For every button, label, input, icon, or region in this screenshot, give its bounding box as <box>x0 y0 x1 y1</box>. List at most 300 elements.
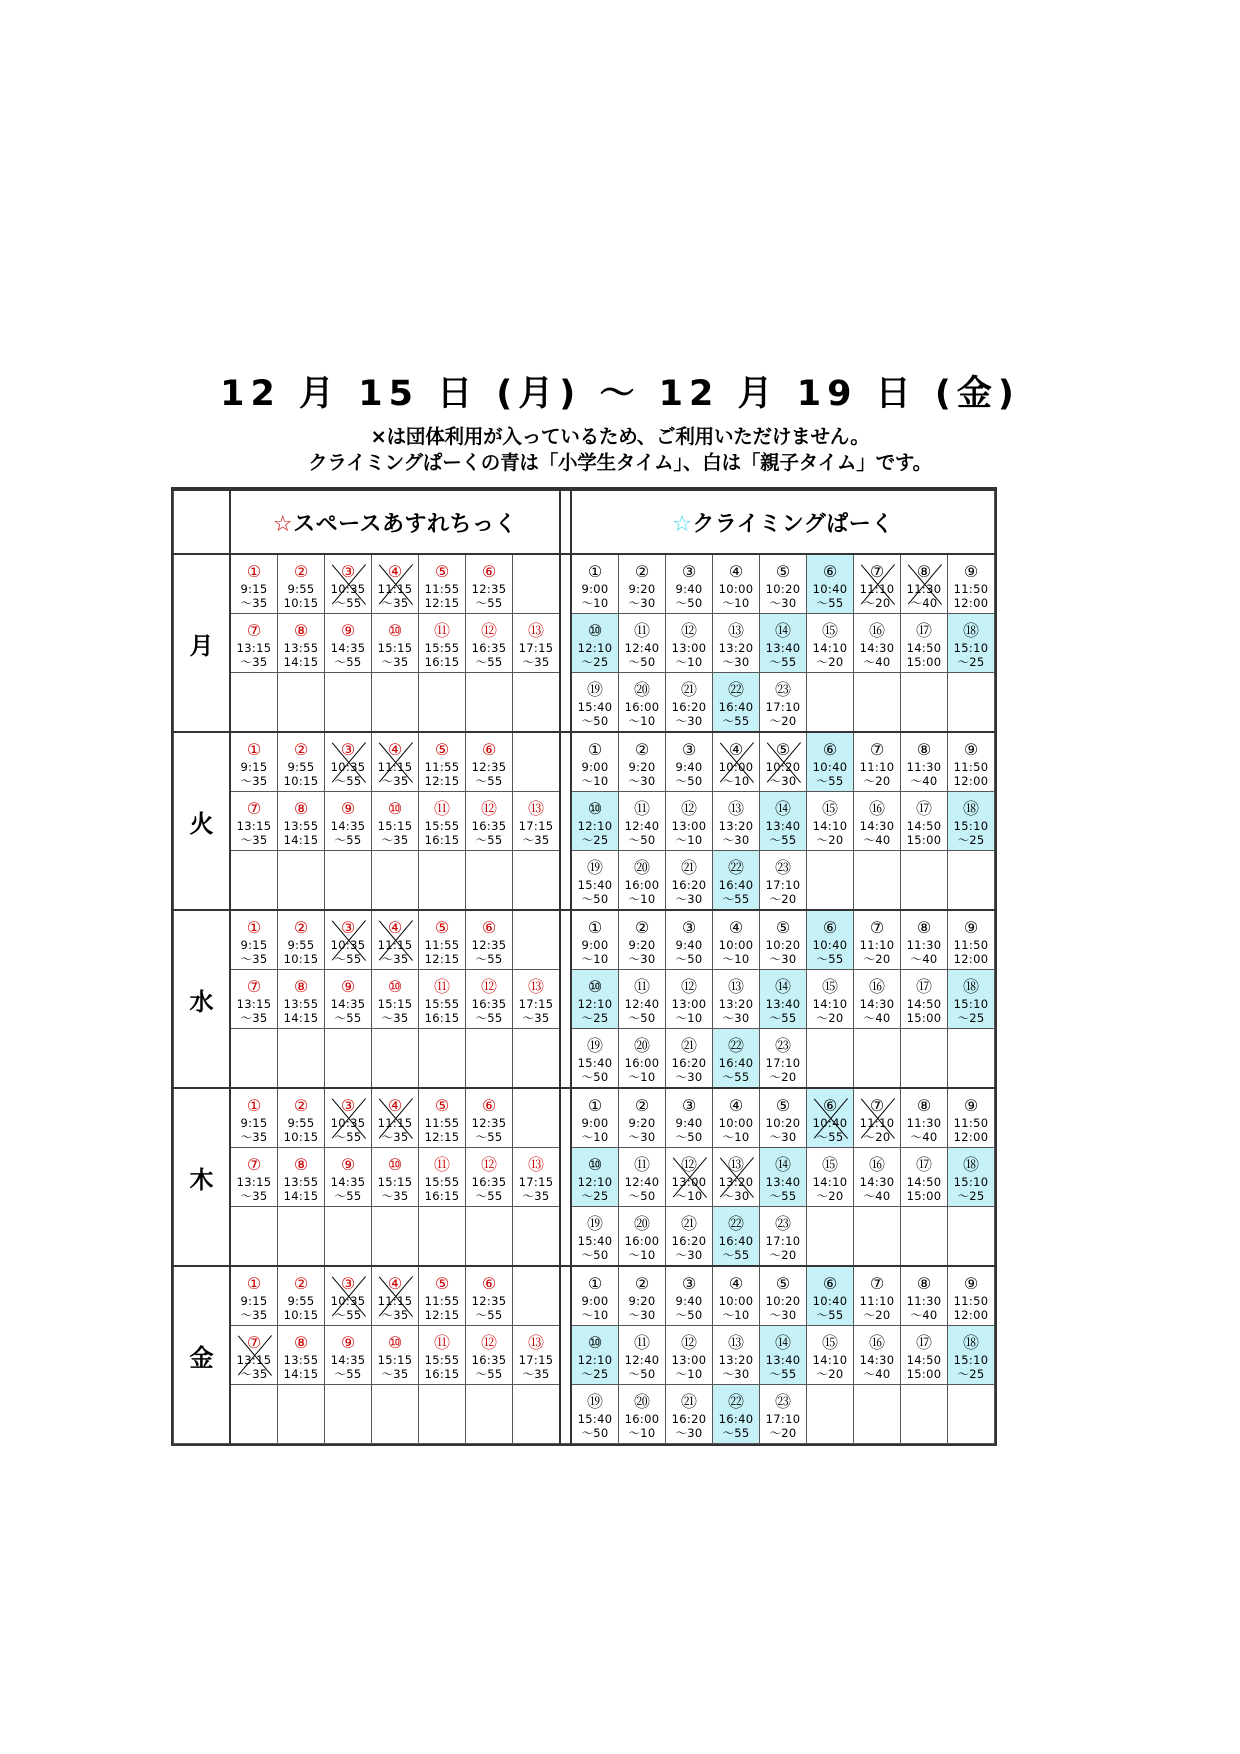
empty-slot-cell <box>513 732 561 792</box>
climbing-slot-水-⑫[interactable] <box>666 970 713 1029</box>
slot-number: ⑰ <box>915 1332 932 1352</box>
climbing-slot-月-⑬[interactable] <box>713 614 760 673</box>
slot-number: ⑥ <box>481 1095 497 1115</box>
slot-start-time: 11:30 <box>906 937 942 952</box>
athletic-slot-水-⑫[interactable] <box>466 970 513 1029</box>
slot-start-time: 9:20 <box>628 937 656 952</box>
slot-number: ⑨ <box>963 1273 979 1293</box>
climbing-slot-水-㉓[interactable] <box>760 1029 807 1089</box>
athletic-slot-月-③[interactable] <box>325 554 372 614</box>
slot-number: ⑭ <box>774 1154 791 1174</box>
climbing-slot-火-⑫[interactable] <box>666 792 713 851</box>
athletic-slot-月-①[interactable] <box>230 554 278 614</box>
climbing-slot-木-⑤[interactable] <box>760 1088 807 1148</box>
athletic-slot-金-④[interactable] <box>372 1266 419 1326</box>
climbing-slot-金-⑳[interactable] <box>619 1385 666 1444</box>
climbing-slot-水-⑯[interactable] <box>854 970 901 1029</box>
slot-start-time: 13:20 <box>718 1352 754 1367</box>
athletic-slot-火-⑬[interactable] <box>513 792 561 851</box>
athletic-slot-金-⑫[interactable] <box>466 1326 513 1385</box>
athletic-slot-金-②[interactable] <box>278 1266 325 1326</box>
slot-end-time: 〜50 <box>581 1069 609 1084</box>
athletic-slot-火-①[interactable] <box>230 732 278 792</box>
athletic-slot-火-⑧[interactable] <box>278 792 325 851</box>
slot-number: ⑦ <box>246 620 262 640</box>
slot-start-time: 10:40 <box>812 759 848 774</box>
empty-slot-cell <box>372 1029 419 1089</box>
athletic-slot-火-⑥[interactable] <box>466 732 513 792</box>
climbing-slot-火-⑱[interactable] <box>948 792 995 851</box>
climbing-slot-月-④[interactable] <box>713 554 760 614</box>
slot-start-time: 11:15 <box>377 581 413 596</box>
climbing-slot-木-④[interactable] <box>713 1088 760 1148</box>
slot-end-time: 〜35 <box>240 773 268 788</box>
climbing-slot-木-⑦[interactable] <box>854 1088 901 1148</box>
climbing-slot-木-⑨[interactable] <box>948 1088 995 1148</box>
slot-start-time: 13:40 <box>765 996 801 1011</box>
slot-end-time: 〜30 <box>722 654 750 669</box>
climbing-slot-木-㉒[interactable] <box>713 1207 760 1267</box>
climbing-slot-水-②[interactable] <box>619 910 666 970</box>
empty-slot-cell <box>901 851 948 911</box>
athletic-slot-金-⑪[interactable] <box>419 1326 466 1385</box>
athletic-slot-木-⑬[interactable] <box>513 1148 561 1207</box>
climbing-slot-月-⑥[interactable] <box>807 554 854 614</box>
climbing-slot-木-⑪[interactable] <box>619 1148 666 1207</box>
climbing-slot-火-㉑[interactable] <box>666 851 713 911</box>
climbing-slot-金-⑥[interactable] <box>807 1266 854 1326</box>
athletic-slot-月-④[interactable] <box>372 554 419 614</box>
athletic-slot-水-②[interactable] <box>278 910 325 970</box>
slot-start-time: 11:55 <box>424 1293 460 1308</box>
climbing-slot-金-②[interactable] <box>619 1266 666 1326</box>
slot-start-time: 12:40 <box>624 1174 660 1189</box>
climbing-slot-火-⑭[interactable] <box>760 792 807 851</box>
climbing-slot-木-⑫[interactable] <box>666 1148 713 1207</box>
slot-number: ⑳ <box>633 857 650 877</box>
slot-start-time: 12:35 <box>471 1293 507 1308</box>
slot-end-time: 〜55 <box>816 1307 844 1322</box>
slot-end-time: 〜55 <box>334 595 362 610</box>
athletic-slot-火-⑪[interactable] <box>419 792 466 851</box>
slot-number: ⑫ <box>680 1332 697 1352</box>
climbing-slot-木-⑧[interactable] <box>901 1088 948 1148</box>
slot-end-time: 〜55 <box>334 832 362 847</box>
slot-end-time: 〜55 <box>722 1425 750 1440</box>
climbing-slot-月-②[interactable] <box>619 554 666 614</box>
climbing-slot-月-㉓[interactable] <box>760 673 807 733</box>
slot-number: ⑪ <box>433 798 450 818</box>
climbing-slot-火-⑲[interactable] <box>571 851 619 911</box>
athletic-slot-金-⑤[interactable] <box>419 1266 466 1326</box>
climbing-slot-月-⑯[interactable] <box>854 614 901 673</box>
climbing-slot-金-㉑[interactable] <box>666 1385 713 1444</box>
slot-end-time: 〜10 <box>675 1188 703 1203</box>
climbing-slot-火-③[interactable] <box>666 732 713 792</box>
climbing-slot-木-⑱[interactable] <box>948 1148 995 1207</box>
athletic-slot-木-⑧[interactable] <box>278 1148 325 1207</box>
climbing-slot-水-⑤[interactable] <box>760 910 807 970</box>
climbing-slot-水-⑰[interactable] <box>901 970 948 1029</box>
slot-number: ⑮ <box>821 620 838 640</box>
climbing-slot-火-⑧[interactable] <box>901 732 948 792</box>
athletic-slot-水-④[interactable] <box>372 910 419 970</box>
climbing-slot-火-⑬[interactable] <box>713 792 760 851</box>
athletic-slot-火-⑫[interactable] <box>466 792 513 851</box>
climbing-slot-金-⑱[interactable] <box>948 1326 995 1385</box>
climbing-slot-水-⑩[interactable] <box>571 970 619 1029</box>
slot-end-time: 〜35 <box>381 1307 409 1322</box>
slot-end-time: 〜35 <box>522 654 550 669</box>
climbing-slot-金-⑧[interactable] <box>901 1266 948 1326</box>
athletic-slot-火-④[interactable] <box>372 732 419 792</box>
athletic-slot-木-⑩[interactable] <box>372 1148 419 1207</box>
climbing-slot-火-⑪[interactable] <box>619 792 666 851</box>
climbing-slot-金-⑬[interactable] <box>713 1326 760 1385</box>
slot-start-time: 15:10 <box>953 1174 989 1189</box>
slot-start-time: 12:40 <box>624 640 660 655</box>
slot-start-time: 11:30 <box>906 1115 942 1130</box>
slot-end-time: 12:15 <box>424 951 460 966</box>
slot-start-time: 15:55 <box>424 640 460 655</box>
climbing-slot-月-⑨[interactable] <box>948 554 995 614</box>
slot-end-time: 〜10 <box>722 1307 750 1322</box>
athletic-slot-木-④[interactable] <box>372 1088 419 1148</box>
schedule-row-月-3 <box>174 673 995 733</box>
athletic-slot-火-③[interactable] <box>325 732 372 792</box>
slot-number: ⑩ <box>387 798 403 818</box>
climbing-slot-月-①[interactable] <box>571 554 619 614</box>
slot-end-time: 〜10 <box>581 773 609 788</box>
slot-number: ⑬ <box>727 1154 744 1174</box>
slot-start-time: 9:40 <box>675 759 703 774</box>
climbing-slot-火-⑥[interactable] <box>807 732 854 792</box>
slot-start-time: 15:10 <box>953 640 989 655</box>
climbing-slot-月-⑧[interactable] <box>901 554 948 614</box>
empty-slot-cell <box>278 1385 325 1444</box>
schedule-row-水-2 <box>174 970 995 1029</box>
slot-start-time: 15:10 <box>953 996 989 1011</box>
athletic-slot-金-①[interactable] <box>230 1266 278 1326</box>
slot-number: ⑬ <box>527 620 544 640</box>
athletic-slot-水-③[interactable] <box>325 910 372 970</box>
slot-start-time: 11:15 <box>377 1115 413 1130</box>
slot-start-time: 11:30 <box>906 1293 942 1308</box>
climbing-slot-水-㉒[interactable] <box>713 1029 760 1089</box>
climbing-slot-木-⑩[interactable] <box>571 1148 619 1207</box>
climbing-slot-水-⑮[interactable] <box>807 970 854 1029</box>
slot-number: ④ <box>728 917 744 937</box>
climbing-slot-火-①[interactable] <box>571 732 619 792</box>
slot-start-time: 14:30 <box>859 818 895 833</box>
schedule-row-水-1 <box>174 910 995 970</box>
climbing-slot-木-⑬[interactable] <box>713 1148 760 1207</box>
athletic-slot-月-⑬[interactable] <box>513 614 561 673</box>
slot-number: ⑤ <box>434 1273 450 1293</box>
slot-number: ⑤ <box>775 1273 791 1293</box>
slot-start-time: 13:15 <box>236 640 272 655</box>
climbing-slot-金-⑩[interactable] <box>571 1326 619 1385</box>
climbing-slot-火-㉒[interactable] <box>713 851 760 911</box>
climbing-slot-月-⑲[interactable] <box>571 673 619 733</box>
athletic-slot-月-⑩[interactable] <box>372 614 419 673</box>
empty-slot-cell <box>807 673 854 733</box>
climbing-slot-金-⑮[interactable] <box>807 1326 854 1385</box>
athletic-slot-月-⑧[interactable] <box>278 614 325 673</box>
slot-end-time: 〜30 <box>675 1247 703 1262</box>
athletic-slot-金-⑦[interactable] <box>230 1326 278 1385</box>
athletic-slot-火-⑦[interactable] <box>230 792 278 851</box>
slot-end-time: 〜35 <box>240 595 268 610</box>
climbing-slot-火-⑤[interactable] <box>760 732 807 792</box>
climbing-slot-月-⑰[interactable] <box>901 614 948 673</box>
athletic-slot-木-⑨[interactable] <box>325 1148 372 1207</box>
athletic-slot-火-⑩[interactable] <box>372 792 419 851</box>
climbing-slot-木-⑥[interactable] <box>807 1088 854 1148</box>
slot-start-time: 12:40 <box>624 1352 660 1367</box>
slot-end-time: 15:00 <box>906 654 942 669</box>
slot-end-time: 〜40 <box>910 951 938 966</box>
athletic-slot-木-⑤[interactable] <box>419 1088 466 1148</box>
climbing-slot-水-③[interactable] <box>666 910 713 970</box>
athletic-slot-木-⑥[interactable] <box>466 1088 513 1148</box>
climbing-slot-水-④[interactable] <box>713 910 760 970</box>
header-climbing <box>571 490 995 554</box>
slot-end-time: 〜25 <box>581 1366 609 1381</box>
climbing-slot-月-⑫[interactable] <box>666 614 713 673</box>
climbing-slot-月-③[interactable] <box>666 554 713 614</box>
slot-start-time: 9:15 <box>240 759 268 774</box>
slot-start-time: 14:10 <box>812 1352 848 1367</box>
slot-number: ⑨ <box>340 798 356 818</box>
athletic-slot-月-⑫[interactable] <box>466 614 513 673</box>
athletic-slot-月-⑪[interactable] <box>419 614 466 673</box>
slot-start-time: 14:10 <box>812 996 848 1011</box>
slot-end-time: 16:15 <box>424 832 460 847</box>
slot-number: ⑤ <box>775 917 791 937</box>
schedule-table <box>173 489 995 1444</box>
climbing-slot-木-⑲[interactable] <box>571 1207 619 1267</box>
slot-end-time: 〜35 <box>381 1010 409 1025</box>
athletic-slot-金-③[interactable] <box>325 1266 372 1326</box>
slot-number: ⑨ <box>340 620 356 640</box>
climbing-slot-木-⑯[interactable] <box>854 1148 901 1207</box>
climbing-slot-水-⑧[interactable] <box>901 910 948 970</box>
slot-end-time: 〜10 <box>675 832 703 847</box>
slot-start-time: 15:55 <box>424 996 460 1011</box>
slot-number: ⑯ <box>868 1332 885 1352</box>
athletic-slot-水-⑬[interactable] <box>513 970 561 1029</box>
slot-number: ⑱ <box>962 1332 979 1352</box>
climbing-slot-金-㉓[interactable] <box>760 1385 807 1444</box>
climbing-slot-月-⑤[interactable] <box>760 554 807 614</box>
schedule-row-木-1 <box>174 1088 995 1148</box>
slot-start-time: 15:40 <box>577 1233 613 1248</box>
climbing-slot-金-⑤[interactable] <box>760 1266 807 1326</box>
climbing-slot-火-⑩[interactable] <box>571 792 619 851</box>
climbing-slot-月-⑦[interactable] <box>854 554 901 614</box>
climbing-slot-木-⑭[interactable] <box>760 1148 807 1207</box>
athletic-slot-水-⑤[interactable] <box>419 910 466 970</box>
climbing-slot-火-⑰[interactable] <box>901 792 948 851</box>
athletic-slot-水-⑥[interactable] <box>466 910 513 970</box>
climbing-slot-水-⑲[interactable] <box>571 1029 619 1089</box>
empty-slot-cell <box>854 673 901 733</box>
climbing-slot-水-⑦[interactable] <box>854 910 901 970</box>
slot-end-time: 〜25 <box>957 654 985 669</box>
slot-end-time: 16:15 <box>424 1188 460 1203</box>
climbing-slot-木-㉓[interactable] <box>760 1207 807 1267</box>
empty-slot-cell <box>325 1029 372 1089</box>
athletic-slot-火-⑤[interactable] <box>419 732 466 792</box>
slot-number: ㉑ <box>680 1213 697 1233</box>
slot-number: ⑬ <box>527 976 544 996</box>
slot-end-time: 〜20 <box>769 1425 797 1440</box>
slot-end-time: 12:00 <box>953 951 989 966</box>
climbing-slot-水-①[interactable] <box>571 910 619 970</box>
athletic-slot-金-⑧[interactable] <box>278 1326 325 1385</box>
climbing-slot-金-④[interactable] <box>713 1266 760 1326</box>
slot-start-time: 16:00 <box>624 1411 660 1426</box>
climbing-slot-月-⑩[interactable] <box>571 614 619 673</box>
climbing-slot-火-⑦[interactable] <box>854 732 901 792</box>
slot-number: ㉑ <box>680 1391 697 1411</box>
slot-start-time: 10:35 <box>330 759 366 774</box>
empty-slot-cell <box>278 1029 325 1089</box>
athletic-slot-木-⑪[interactable] <box>419 1148 466 1207</box>
athletic-slot-水-⑪[interactable] <box>419 970 466 1029</box>
climbing-slot-水-⑥[interactable] <box>807 910 854 970</box>
climbing-slot-水-㉑[interactable] <box>666 1029 713 1089</box>
athletic-slot-金-⑩[interactable] <box>372 1326 419 1385</box>
climbing-slot-金-①[interactable] <box>571 1266 619 1326</box>
athletic-slot-月-⑦[interactable] <box>230 614 278 673</box>
climbing-slot-水-⑱[interactable] <box>948 970 995 1029</box>
slot-end-time: 〜55 <box>475 1366 503 1381</box>
slot-start-time: 16:20 <box>671 1233 707 1248</box>
climbing-slot-火-⑳[interactable] <box>619 851 666 911</box>
climbing-slot-月-⑳[interactable] <box>619 673 666 733</box>
climbing-slot-火-㉓[interactable] <box>760 851 807 911</box>
climbing-slot-火-⑮[interactable] <box>807 792 854 851</box>
slot-end-time: 〜30 <box>628 595 656 610</box>
climbing-slot-火-⑯[interactable] <box>854 792 901 851</box>
athletic-slot-水-⑨[interactable] <box>325 970 372 1029</box>
climbing-slot-木-㉑[interactable] <box>666 1207 713 1267</box>
empty-slot-cell <box>948 673 995 733</box>
climbing-slot-金-⑰[interactable] <box>901 1326 948 1385</box>
athletic-slot-木-③[interactable] <box>325 1088 372 1148</box>
athletic-slot-水-⑩[interactable] <box>372 970 419 1029</box>
slot-end-time: 〜10 <box>722 951 750 966</box>
climbing-slot-火-②[interactable] <box>619 732 666 792</box>
climbing-slot-火-⑨[interactable] <box>948 732 995 792</box>
slot-end-time: 〜50 <box>581 713 609 728</box>
climbing-slot-水-⑪[interactable] <box>619 970 666 1029</box>
slot-end-time: 〜30 <box>675 891 703 906</box>
athletic-slot-水-①[interactable] <box>230 910 278 970</box>
slot-end-time: 10:15 <box>283 773 319 788</box>
climbing-slot-木-③[interactable] <box>666 1088 713 1148</box>
climbing-slot-月-⑪[interactable] <box>619 614 666 673</box>
slot-end-time: 15:00 <box>906 1366 942 1381</box>
slot-number: ⑩ <box>587 976 603 996</box>
athletic-slot-月-⑥[interactable] <box>466 554 513 614</box>
athletic-slot-水-⑦[interactable] <box>230 970 278 1029</box>
athletic-slot-水-⑧[interactable] <box>278 970 325 1029</box>
climbing-slot-金-③[interactable] <box>666 1266 713 1326</box>
slot-end-time: 〜55 <box>334 1129 362 1144</box>
climbing-slot-水-⑬[interactable] <box>713 970 760 1029</box>
athletic-slot-火-⑨[interactable] <box>325 792 372 851</box>
climbing-slot-金-⑦[interactable] <box>854 1266 901 1326</box>
climbing-slot-木-⑰[interactable] <box>901 1148 948 1207</box>
empty-slot-cell <box>901 1029 948 1089</box>
climbing-slot-金-⑨[interactable] <box>948 1266 995 1326</box>
slot-start-time: 9:40 <box>675 937 703 952</box>
athletic-slot-木-⑫[interactable] <box>466 1148 513 1207</box>
climbing-slot-金-⑫[interactable] <box>666 1326 713 1385</box>
climbing-slot-月-⑱[interactable] <box>948 614 995 673</box>
slot-end-time: 〜55 <box>769 1366 797 1381</box>
athletic-slot-木-①[interactable] <box>230 1088 278 1148</box>
climbing-slot-水-⑳[interactable] <box>619 1029 666 1089</box>
slot-number: ③ <box>681 917 697 937</box>
climbing-slot-金-⑭[interactable] <box>760 1326 807 1385</box>
climbing-slot-月-㉑[interactable] <box>666 673 713 733</box>
climbing-slot-水-⑭[interactable] <box>760 970 807 1029</box>
slot-end-time: 〜40 <box>863 1366 891 1381</box>
athletic-slot-金-⑨[interactable] <box>325 1326 372 1385</box>
climbing-slot-金-⑲[interactable] <box>571 1385 619 1444</box>
climbing-slot-水-⑨[interactable] <box>948 910 995 970</box>
climbing-slot-金-㉒[interactable] <box>713 1385 760 1444</box>
athletic-slot-月-②[interactable] <box>278 554 325 614</box>
climbing-slot-木-⑳[interactable] <box>619 1207 666 1267</box>
slot-number: ④ <box>387 739 403 759</box>
athletic-slot-木-⑦[interactable] <box>230 1148 278 1207</box>
slot-number: ⑲ <box>586 857 603 877</box>
slot-number: ⑲ <box>586 679 603 699</box>
slot-start-time: 14:50 <box>906 1174 942 1189</box>
climbing-slot-月-⑭[interactable] <box>760 614 807 673</box>
slot-number: ⑥ <box>822 917 838 937</box>
climbing-slot-金-⑯[interactable] <box>854 1326 901 1385</box>
climbing-slot-火-④[interactable] <box>713 732 760 792</box>
slot-number: ⑪ <box>433 976 450 996</box>
athletic-slot-火-②[interactable] <box>278 732 325 792</box>
slot-start-time: 10:35 <box>330 937 366 952</box>
slot-number: ② <box>634 1095 650 1115</box>
slot-start-time: 14:30 <box>859 1174 895 1189</box>
empty-slot-cell <box>466 1029 513 1089</box>
athletic-slot-月-⑤[interactable] <box>419 554 466 614</box>
climbing-slot-木-⑮[interactable] <box>807 1148 854 1207</box>
athletic-slot-金-⑬[interactable] <box>513 1326 561 1385</box>
climbing-slot-木-①[interactable] <box>571 1088 619 1148</box>
slot-number: ③ <box>340 917 356 937</box>
athletic-slot-月-⑨[interactable] <box>325 614 372 673</box>
climbing-slot-月-㉒[interactable] <box>713 673 760 733</box>
climbing-slot-金-⑪[interactable] <box>619 1326 666 1385</box>
slot-start-time: 16:00 <box>624 1233 660 1248</box>
athletic-slot-木-②[interactable] <box>278 1088 325 1148</box>
climbing-slot-木-②[interactable] <box>619 1088 666 1148</box>
climbing-slot-月-⑮[interactable] <box>807 614 854 673</box>
athletic-slot-金-⑥[interactable] <box>466 1266 513 1326</box>
slot-end-time: 12:00 <box>953 773 989 788</box>
slot-number: ㉒ <box>727 679 744 699</box>
